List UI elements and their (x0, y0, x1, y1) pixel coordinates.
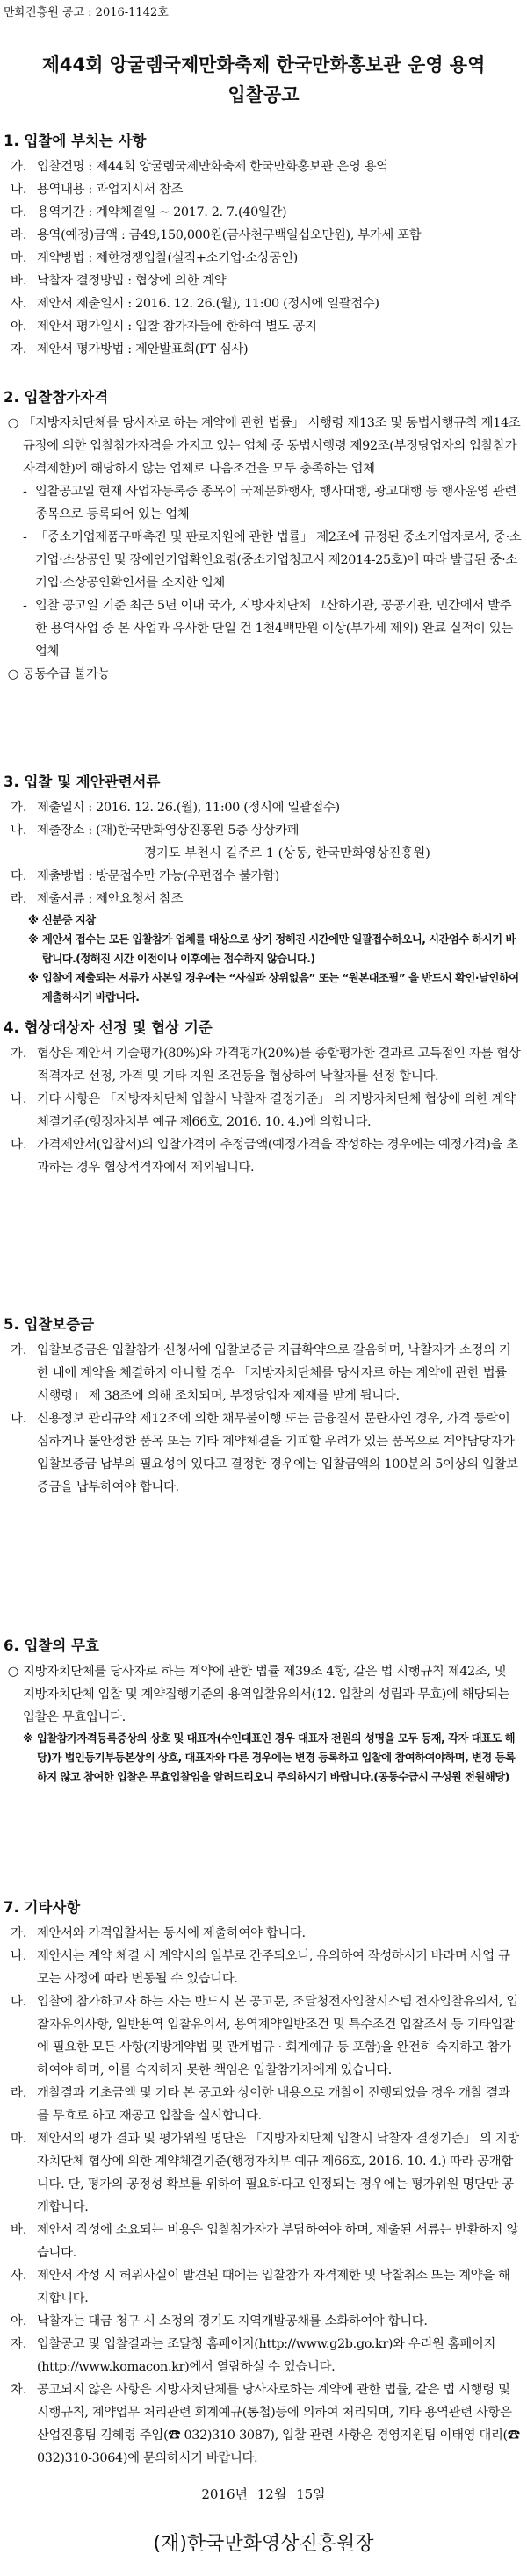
section-eligibility (4, 386, 522, 686)
list-item (4, 224, 522, 247)
list-item (4, 270, 522, 292)
list-item (4, 2082, 522, 2127)
item-label: 마. (11, 251, 27, 265)
item-label: 다. (11, 1138, 27, 1152)
item-label: 다. (11, 869, 27, 883)
list-item (4, 2310, 522, 2333)
item-text: 입찰건명 : 제44회 앙굴렘국제만화축제 한국만화홍보관 운영 용역 (37, 160, 388, 174)
list-item (4, 412, 522, 480)
item-label: 자. (11, 2337, 27, 2351)
item-text: 낙찰자 결정방법 : 협상에 의한 계약 (37, 274, 227, 288)
notice-date: 2016년 12월 15일 (201, 2486, 326, 2502)
section-invalid-bids (4, 1635, 522, 1787)
item-text: 제안서 작성에 소요되는 비용은 입찰참가자가 부담하여야 하며, 제출된 서류는 반환하지 않습니다. (37, 2223, 518, 2260)
note-text: 입찰참가자격등록증상의 상호 및 대표자(수인대표인 경우 대표자 전원의 성명을 모두 등재, 각자 대표도 해당)가 법인등기부등본상의 상호, 대표자와 다른 경우에는 변경 등록하고 입찰에 참여하여야하며, 변경 등록하지 않고 참여한 입찰은 무효입찰임을 알려드리오니 주의하시기 바랍니다.(공동수급시 구성원 전원해당) (37, 1732, 516, 1783)
item-text: 협상은 제안서 기술평가(80%)와 가격평가(20%)를 종합평가한 결과로 고득점인 자를 협상적격자로 선정, 가격 및 기타 지원 조건등을 협상하여 낙찰자를 선정 합니다. (37, 1047, 521, 1083)
item-text: 용역기간 : 계약체결일 ~ 2017. 2. 7.(40일간) (37, 205, 287, 219)
reference-mark-icon: ※ (28, 914, 39, 926)
list-item (4, 2127, 522, 2219)
item-label: 자. (11, 342, 27, 356)
list-item (4, 865, 522, 888)
item-text: 입찰보증금은 입찰참가 신청서에 입찰보증금 지급확약으로 갈음하며, 낙찰자가 소정의 기한 내에 계약을 체결하지 아니할 경우 「지방자치단체를 당사자로 하는 계약에 관한 법률 시행령」 제 38조에 의해 조치되며, 부정당업자 제재를 받게 됩니다. (37, 1343, 511, 1403)
list-item (4, 480, 522, 526)
item-text: 용역내용 : 과업지시서 참조 (37, 183, 184, 197)
item-label: 가. (11, 1047, 27, 1061)
list-item (4, 1990, 522, 2082)
list-item (4, 2333, 522, 2378)
item-text: 용역(예정)금액 : 금49,150,000원(금사천구백일십오만원), 부가세 포함 (37, 228, 422, 242)
item-label: 사. (11, 297, 27, 311)
item-text: 개찰결과 기초금액 및 기타 본 공고와 상이한 내용으로 개찰이 진행되었을 경우 개찰 결과를 무효로 하고 재공고 입찰을 실시합니다. (37, 2086, 510, 2123)
note-item (4, 968, 522, 1007)
item-list (4, 1042, 522, 1179)
circle-bullet-icon: ○ (7, 667, 19, 681)
item-label: 라. (11, 892, 27, 906)
section-heading: 1. 입찰에 부치는 사항 (4, 133, 147, 149)
list-item (4, 292, 522, 315)
item-list (4, 1339, 522, 1499)
list-item (4, 178, 522, 201)
item-text: 입찰에 참가하고자 하는 자는 반드시 본 공고문, 조달청전자입찰시스템 전자입찰유의서, 입찰자유의사항, 일반용역 입찰유의서, 용역계약일반조건 및 특수조건 입찰조서 등 기타입찰에 필요한 모든 사항(지방계약법 및 관계법규 · 회계예규 등 포함)을 완전히 숙지하고 참가하여야 하며, 이를 숙지하지 못한 책임은 입찰참가자에게 있습니다. (37, 1995, 518, 2077)
item-label: 아. (11, 320, 27, 334)
item-label: 가. (11, 1926, 27, 1940)
section-bidding-items (4, 130, 522, 361)
item-text: 기타 사항은 「지방자치단체 입찰시 낙찰자 결정기준」 의 지방자치단체 협상에 의한 계약체결기준(행정자치부 예규 제66호, 2016. 10. 4.)에 의합니다. (37, 1092, 516, 1129)
item-label: 사. (11, 2269, 27, 2283)
item-label: 다. (11, 1995, 27, 2009)
reference-mark-icon: ※ (23, 1732, 33, 1745)
list-item (4, 2219, 522, 2264)
item-label: 라. (11, 2086, 27, 2100)
list-item (4, 526, 522, 594)
section-documents (4, 771, 522, 1007)
note-item (4, 910, 522, 930)
item-text: 제안서 제출일시 : 2016. 12. 26.(월), 11:00 (정시에 일괄접수) (37, 297, 379, 311)
notice-number: 만화진흥원 공고 : 2016-1142호 (4, 6, 169, 19)
note-item (4, 930, 522, 968)
list-item (4, 1339, 522, 1407)
item-text: 공고되지 않은 사항은 지방자치단체를 당사자로하는 계약에 관한 법률, 같은 법 시행령 및 시행규칙, 계약업무 처리관련 회계예규(통첩)등에 의하여 처리되며, 기타 용역관련 사항은 산업진흥팀 김혜령 주임(☎ 032)310-3087), 입찰 관련 사항은 경영지원팀 이태영 대리(☎ 032)310-3064)에 문의하시기 바랍니다. (37, 2383, 520, 2465)
dash-bullet-icon: - (23, 599, 27, 613)
item-text: 제안서 평가일시 : 입찰 참가자들에 한하여 별도 공지 (37, 320, 317, 334)
list-item (4, 155, 522, 178)
notes-block (4, 1729, 522, 1787)
item-label: 라. (11, 228, 27, 242)
item-text: 제출장소 : (재)한국만화영상진흥원 5층 상상카페 (37, 824, 300, 838)
list-item (4, 247, 522, 270)
note-text: 제안서 접수는 모든 입찰참가 업체를 대상으로 상기 정해진 시간에만 일괄접수하오니, 시간엄수 하시기 바랍니다.(정해진 시간 이전이나 이후에는 접수하지 않습니다.) (42, 933, 516, 965)
notes-block (4, 910, 522, 1007)
item-text: 제출방법 : 방문접수만 가능(우편접수 불가함) (37, 869, 279, 883)
list-item (4, 888, 522, 910)
item-label: 나. (11, 1949, 27, 1963)
item-label: 가. (11, 1343, 27, 1357)
list-item (4, 594, 522, 663)
item-label: 다. (11, 205, 27, 219)
item-text: 제안서와 가격입찰서는 동시에 제출하여야 합니다. (37, 1926, 306, 1940)
section-heading: 4. 협상대상자 선정 및 협상 기준 (4, 1019, 213, 1036)
section-bid-bond (4, 1313, 522, 1499)
note-text: 입찰에 제출되는 서류가 사본일 경우에는 “사실과 상위없음” 또는 “원본대조필” 을 반드시 확인·날인하여 제출하시기 바랍니다. (42, 972, 519, 1004)
section-heading: 5. 입찰보증금 (4, 1316, 95, 1333)
reference-mark-icon: ※ (28, 933, 39, 946)
circle-bullet-icon: ○ (7, 416, 19, 430)
item-label: 나. (11, 183, 27, 197)
item-text: 제안서 평가방법 : 제안발표회(PT 심사) (37, 342, 249, 356)
list-item (4, 1922, 522, 1945)
notice-subtitle: 입찰공고 (227, 84, 300, 105)
section-heading: 7. 기타사항 (4, 1899, 81, 1916)
item-label: 가. (11, 160, 27, 174)
list-item (4, 2264, 522, 2310)
list-item (4, 1133, 522, 1179)
item-text: 제안서의 평가 결과 및 평가위원 명단은 「지방자치단체 입찰시 낙찰자 결정기준」 의 지방자치단체 협상에 의한 계약체결기준(행정자치부 예규 제66호, 2016. 10. 4.) 따라 공개합니다. 단, 평가의 공정성 확보를 위하여 필요하다고 인정되는 경우에는 평가위원 명단만 공개합니다. (37, 2132, 519, 2214)
note-text: 신분증 지참 (42, 914, 96, 926)
item-text: 지방자치단체를 당사자로 하는 계약에 관한 법률 제39조 4항, 같은 법 시행규칙 제42조, 및 지방자치단체 입찰 및 계약집행기준의 용역입찰유의서(12. 입찰의 성립과 무효)에 해당되는 입찰은 무효입니다. (23, 1665, 510, 1724)
reference-mark-icon: ※ (28, 972, 39, 984)
item-text: 「지방자치단체를 당사자로 하는 계약에 관한 법률」 시행령 제13조 및 동법시행규칙 제14조 규정에 의한 입찰참가자격을 가지고 있는 업체 중 동법시행령 제92조(부정당업자의 입찰참가자격제한)에 해당하지 않는 업체로 다음조건을 모두 충족하는 업체 (23, 416, 521, 476)
list-item (4, 2378, 522, 2470)
list-item (4, 338, 522, 361)
item-text: 신용정보 관리규약 제12조에 의한 채무불이행 또는 금융질서 문란자인 경우, 가격 등락이 심하거나 불안정한 품목 또는 기타 계약체결을 기피할 우려가 있는 품목으로 계약담당자가 입찰보증금 납부의 필요성이 있다고 결정한 경우에는 입찰금액의 100분의 5이상의 입찰보증금을 납부하여야 합니다. (37, 1412, 518, 1494)
item-label: 나. (11, 824, 27, 838)
item-label: 나. (11, 1412, 27, 1426)
list-item (4, 1088, 522, 1133)
dash-bullet-icon: - (23, 485, 27, 499)
item-text: 계약방법 : 제한경쟁입찰(실적+소기업·소상공인) (37, 251, 298, 265)
item-text: 공동수급 불가능 (23, 667, 111, 681)
list-item (4, 201, 522, 224)
list-item (4, 1407, 522, 1499)
item-text: 입찰공고일 현재 사업자등록증 종목이 국제문화행사, 행사대행, 광고대행 등 행사운영 관련 종목으로 등록되어 있는 업체 (35, 485, 516, 522)
list-item (4, 1042, 522, 1088)
list-item (4, 663, 522, 686)
list-item (4, 1660, 522, 1729)
list-item (4, 819, 522, 842)
item-text: 낙찰자는 대금 청구 시 소정의 경기도 지역개발공채를 소화하여야 합니다. (37, 2314, 428, 2328)
item-text: 「중소기업제품구매촉진 및 판로지원에 관한 법률」 제2조에 규정된 중소기업자로서, 중·소기업·소상공인 및 장애인기업확인요령(중소기업청고시 제2014-25호)에 따라 발급된 중·소기업·소상공인확인서를 소지한 업체 (35, 530, 522, 590)
item-label: 가. (11, 801, 27, 815)
section-heading: 6. 입찰의 무효 (4, 1637, 99, 1654)
item-label: 바. (11, 2223, 27, 2237)
list-item (4, 796, 522, 819)
item-text: 입찰 공고일 기준 최근 5년 이내 국가, 지방자치단체 그산하기관, 공공기관, 민간에서 발주한 용역사업 중 본 사업과 유사한 단일 건 1천4백만원 이상(부가세 제외) 완료 실적이 있는 업체 (35, 599, 513, 658)
dash-bullet-icon: - (23, 530, 27, 544)
item-text: 제출일시 : 2016. 12. 26.(월), 11:00 (정시에 일괄접수) (37, 801, 340, 815)
item-text: 제안서는 계약 체결 시 계약서의 일부로 간주되오니, 유의하여 작성하시기 바라며 사업 규모는 사정에 따라 변동될 수 있습니다. (37, 1949, 510, 1986)
section-heading: 2. 입찰참가자격 (4, 389, 109, 406)
list-item (4, 315, 522, 338)
item-label: 아. (11, 2314, 27, 2328)
address-line: 경기도 부천시 길주로 1 (상동, 한국만화영상진흥원) (144, 846, 430, 860)
item-label: 차. (11, 2383, 27, 2397)
note-item (4, 1729, 522, 1787)
list-item (4, 1945, 522, 1990)
item-list (4, 1922, 522, 2470)
section-heading: 3. 입찰 및 제안관련서류 (4, 774, 161, 790)
item-list (4, 155, 522, 361)
item-text: 제안서 작성 시 허위사실이 발견된 때에는 입찰참가 자격제한 및 낙찰취소 또는 계약을 해지합니다. (37, 2269, 510, 2306)
item-label: 나. (11, 1092, 27, 1106)
section-negotiation (4, 1017, 522, 1179)
section-other-matters (4, 1896, 522, 2470)
item-label: 마. (11, 2132, 27, 2146)
circle-bullet-icon: ○ (7, 1665, 19, 1679)
item-text: 가격제안서(입찰서)의 입찰가격이 추정금액(예정가격을 작성하는 경우에는 예정가격)을 초과하는 경우 협상적격자에서 제외됩니다. (37, 1138, 518, 1175)
issuing-organization: (재)한국만화영상진흥원장 (153, 2533, 374, 2555)
item-text: 제출서류 : 제안요청서 참조 (37, 892, 184, 906)
item-text: 입찰공고 및 입찰결과는 조달청 홈페이지(http://www.g2b.go.kr)와 우리원 홈페이지(http://www.komacon.kr)에서 열람하실 수 있습니다. (37, 2337, 496, 2374)
item-label: 바. (11, 274, 27, 288)
notice-title: 제44회 앙굴렘국제만화축제 한국만화홍보관 운영 용역 (41, 54, 486, 76)
